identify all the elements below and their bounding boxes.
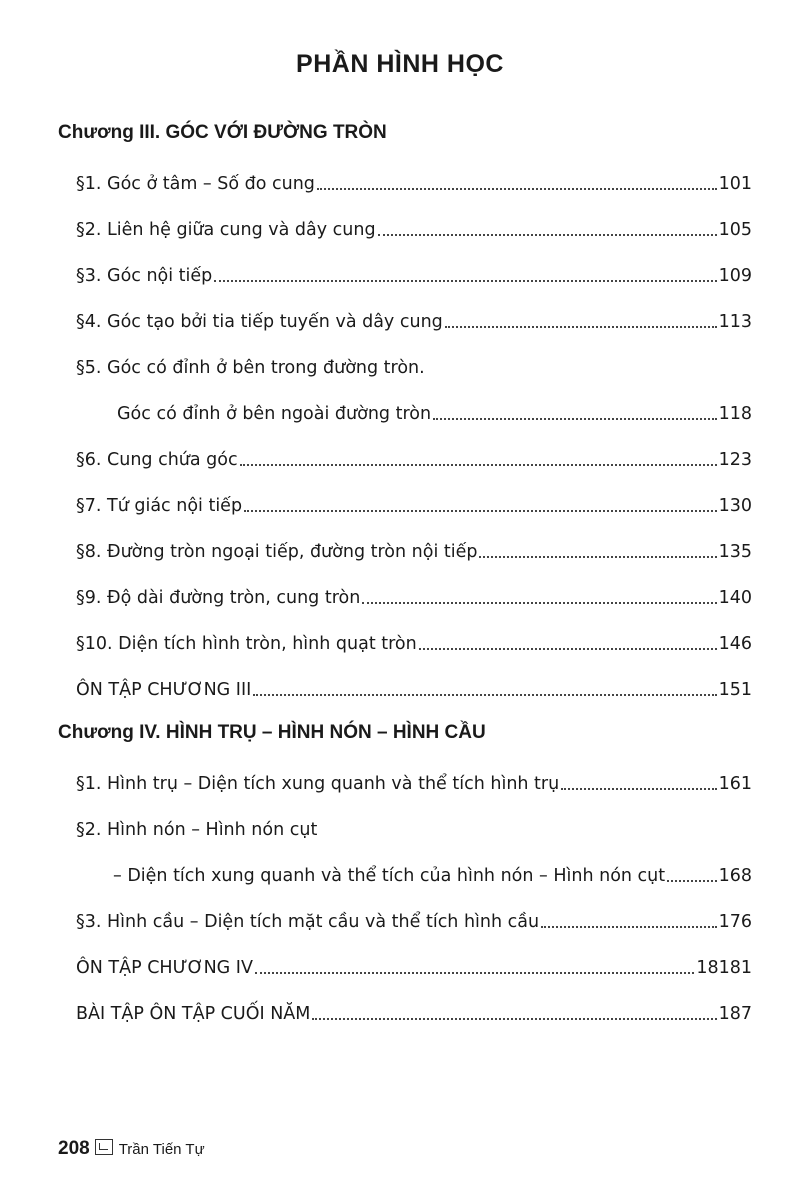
toc-leader-dots [378,234,717,236]
toc-leader-dots [240,464,717,466]
toc-entry[interactable] [113,864,752,888]
toc-entry-label: §8. Đường tròn ngoại tiếp, đường tròn nội tiếp [76,542,478,562]
toc-leader-dots [667,880,716,882]
toc-leader-dots [244,510,717,512]
toc-entry[interactable] [76,772,752,796]
toc-entry-page: 187 [718,1004,752,1024]
toc-leader-dots [255,972,694,974]
chapter-name: HÌNH TRỤ – HÌNH NÓN – HÌNH CẦU [165,722,486,743]
toc-entry-label: §9. Độ dài đường tròn, cung tròn [76,588,361,608]
toc-entry[interactable] [76,586,752,610]
toc-entry-label: §2. Liên hệ giữa cung và dây cung [76,220,376,240]
toc-entry-label[interactable]: §2. Hình nón – Hình nón cụt [76,820,318,840]
toc-entry[interactable] [76,218,752,242]
toc-entry-label: ÔN TẬP CHƯƠNG III [76,680,252,700]
toc-leader-dots [253,694,716,696]
toc-entry-page: 135 [718,542,752,562]
page-footer [58,1138,205,1160]
toc-entry-label: – Diện tích xung quanh và thể tích của hình nón – Hình nón cụt [113,866,666,886]
toc-entry-label: §1. Hình trụ – Diện tích xung quanh và thể tích hình trụ [76,774,560,794]
toc-entry[interactable] [76,540,752,564]
toc-leader-dots [445,326,717,328]
toc-entry-page: 168 [718,866,752,886]
toc-leader-dots [312,1018,716,1020]
chapter-prefix: Chương IV. [58,722,161,743]
toc-leader-dots [214,280,716,282]
toc-entry-page: 161 [718,774,752,794]
toc-entry-label: §10. Diện tích hình tròn, hình quạt tròn [76,634,417,654]
toc-entry-page: 140 [718,588,752,608]
footer-author: Trần Tiến Tự [118,1141,205,1158]
toc-entry[interactable] [76,310,752,334]
toc-entry[interactable] [76,264,752,288]
toc-entry-page: 18181 [696,958,752,978]
toc-entry-label: §3. Hình cầu – Diện tích mặt cầu và thể tích hình cầu [76,912,540,932]
toc-leader-dots [561,788,716,790]
toc-entry[interactable] [76,1002,752,1026]
toc-entry-page: 146 [718,634,752,654]
toc-leader-dots [317,188,717,190]
footer-page-number: 208 [58,1138,90,1159]
toc-entry-page: 101 [718,174,752,194]
toc-entry[interactable] [117,402,752,426]
toc-entry-page: 176 [718,912,752,932]
toc-entry-label: §7. Tứ giác nội tiếp [76,496,243,516]
toc-leader-dots [433,418,717,420]
chapter-heading [58,122,387,144]
toc-entry-label: §3. Góc nội tiếp [76,266,213,286]
toc-entry[interactable] [76,956,752,980]
toc-entry-label: BÀI TẬP ÔN TẬP CUỐI NĂM [76,1004,311,1024]
toc-entry-label: §6. Cung chứa góc [76,450,238,470]
book-logo-icon [95,1139,113,1155]
chapter-heading [58,722,486,744]
toc-entry[interactable] [76,494,752,518]
toc-leader-dots [479,556,716,558]
toc-entry-page: 113 [718,312,752,332]
toc-leader-dots [362,602,716,604]
toc-entry-label: ÔN TẬP CHƯƠNG IV [76,958,253,978]
toc-entry[interactable] [76,632,752,656]
toc-entry-page: 123 [718,450,752,470]
toc-entry[interactable] [76,172,752,196]
toc-entry-page: 151 [718,680,752,700]
toc-entry-label: §4. Góc tạo bởi tia tiếp tuyến và dây cung [76,312,443,332]
toc-entry[interactable] [76,910,752,934]
toc-leader-dots [419,648,717,650]
chapter-prefix: Chương III. [58,122,161,143]
toc-entry-label: Góc có đỉnh ở bên ngoài đường tròn [117,404,432,424]
toc-entry-page: 130 [718,496,752,516]
toc-entry[interactable] [76,678,752,702]
toc-entry[interactable] [76,448,752,472]
toc-leader-dots [541,926,716,928]
page-title: PHẦN HÌNH HỌC [296,50,504,78]
toc-entry-label[interactable]: §5. Góc có đỉnh ở bên trong đường tròn. [76,358,425,378]
toc-entry-page: 109 [718,266,752,286]
toc-entry-page: 105 [718,220,752,240]
toc-entry-label: §1. Góc ở tâm – Số đo cung [76,174,315,194]
chapter-name: GÓC VỚI ĐƯỜNG TRÒN [165,122,387,143]
toc-entry-page: 118 [718,404,752,424]
